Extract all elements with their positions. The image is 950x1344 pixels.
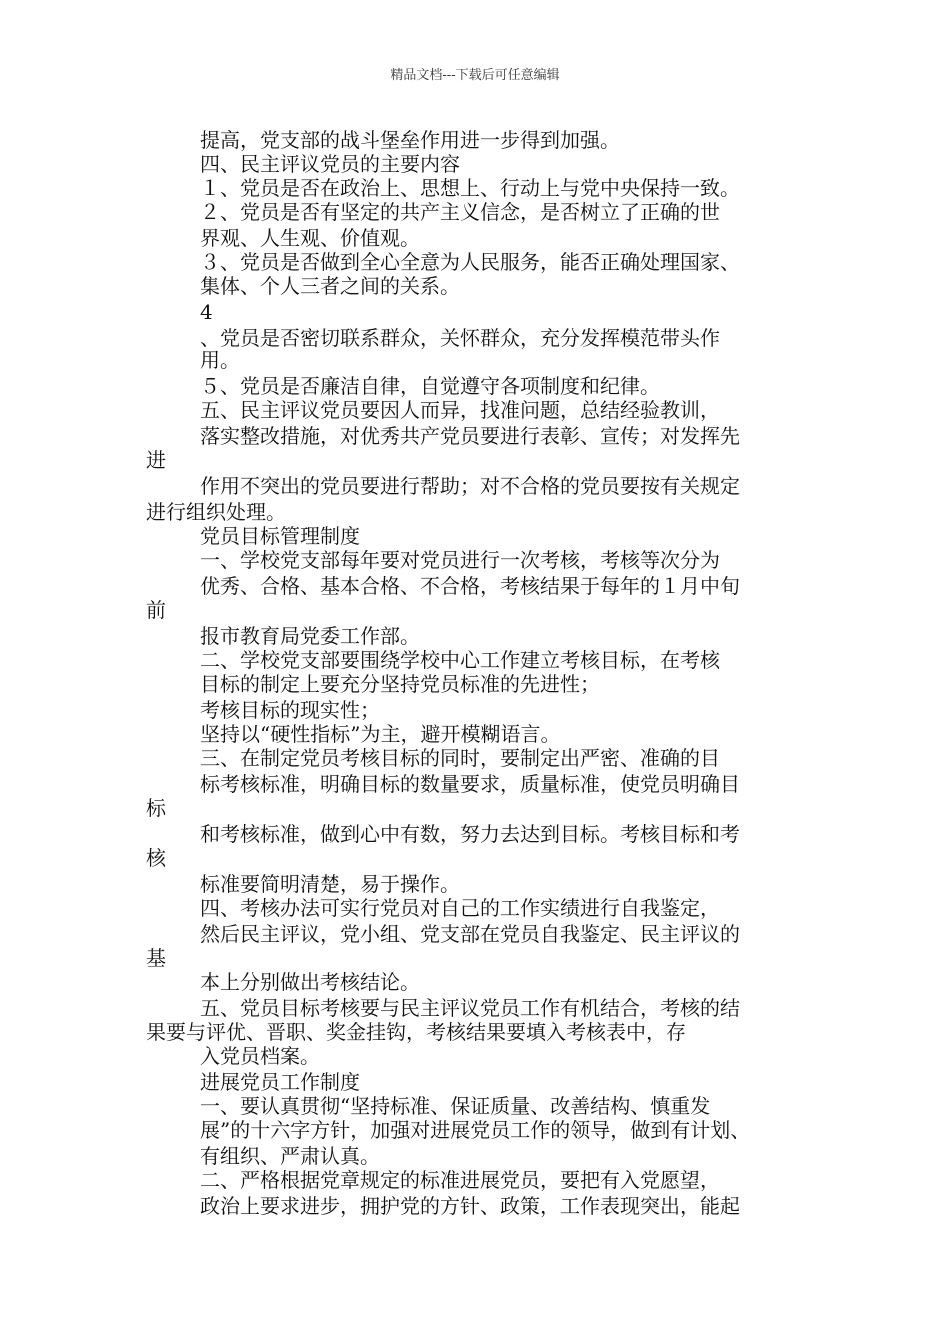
text-line: 一、学校党支部每年要对党员进行一次考核，考核等次分为 — [200, 548, 720, 572]
text-line: 用。 — [200, 348, 240, 372]
text-line: 落实整改措施，对优秀共产党员要进行表彰、宣传；对发挥先 — [200, 424, 740, 448]
text-line: 核 — [146, 846, 166, 870]
text-line: 前 — [146, 598, 166, 622]
text-line: 进行组织处理。 — [146, 500, 286, 524]
text-line: 展”的十六字方针，加强对进展党员工作的领导，做到有计划、 — [200, 1118, 751, 1142]
text-line: 基 — [146, 946, 166, 970]
text-line: 界观、人生观、价值观。 — [200, 226, 420, 250]
text-line: 优秀、合格、基本合格、不合格，考核结果于每年的１月中旬 — [200, 574, 740, 598]
text-line: 一、要认真贯彻“坚持标准、保证质量、改善结构、慎重发 — [200, 1094, 711, 1118]
text-line: 标 — [146, 796, 166, 820]
text-line: 四、考核办法可实行党员对自己的工作实绩进行自我鉴定， — [200, 896, 720, 920]
text-line: 标考核标准，明确目标的数量要求，质量标准，使党员明确目 — [200, 772, 740, 796]
text-line: 集体、个人三者之间的关系。 — [200, 274, 460, 298]
text-line: 作用不突出的党员要进行帮助；对不合格的党员要按有关规定 — [200, 474, 740, 498]
text-line: 入党员档案。 — [200, 1044, 320, 1068]
text-line: 提高，党支部的战斗堡垒作用进一步得到加强。 — [200, 128, 620, 152]
text-line: 进 — [146, 448, 166, 472]
text-line: 果要与评优、晋职、奖金挂钩，考核结果要填入考核表中，存 — [146, 1020, 686, 1044]
text-line: 4 — [200, 300, 213, 324]
text-line: 五、民主评议党员要因人而异，找准问题，总结经验教训， — [200, 398, 720, 422]
text-line: 坚持以“硬性指标”为主，避开模糊语言。 — [200, 722, 561, 746]
page-header: 精品文档---下载后可任意编辑 — [390, 68, 560, 83]
text-line: 党员目标管理制度 — [200, 524, 360, 548]
text-line: 本上分别做出考核结论。 — [200, 970, 420, 994]
text-line: １、党员是否在政治上、思想上、行动上与党中央保持一致。 — [200, 176, 740, 200]
text-line: ２、党员是否有坚定的共产主义信念，是否树立了正确的世 — [200, 200, 720, 224]
text-line: 进展党员工作制度 — [200, 1070, 360, 1094]
text-line: 标准要简明清楚，易于操作。 — [200, 872, 460, 896]
text-line: 三、在制定党员考核目标的同时，要制定出严密、准确的目 — [200, 746, 720, 770]
text-line: 二、严格根据党章规定的标准进展党员，要把有入党愿望， — [200, 1168, 720, 1192]
text-line: 四、民主评议党员的主要内容 — [200, 152, 460, 176]
text-line: 政治上要求进步，拥护党的方针、政策，工作表现突出，能起 — [200, 1194, 740, 1218]
text-line: 有组织、严肃认真。 — [200, 1144, 380, 1168]
text-line: 考核目标的现实性； — [200, 698, 380, 722]
text-line: 五、党员目标考核要与民主评议党员工作有机结合，考核的结 — [200, 996, 740, 1020]
text-line: 二、学校党支部要围绕学校中心工作建立考核目标，在考核 — [200, 648, 720, 672]
text-line: 报市教育局党委工作部。 — [200, 624, 420, 648]
text-line: 目标的制定上要充分坚持党员标准的先进性； — [200, 672, 600, 696]
text-line: 然后民主评议，党小组、党支部在党员自我鉴定、民主评议的 — [200, 922, 740, 946]
text-line: ３、党员是否做到全心全意为人民服务，能否正确处理国家、 — [200, 250, 740, 274]
text-line: 和考核标准，做到心中有数，努力去达到目标。考核目标和考 — [200, 822, 740, 846]
text-line: 、党员是否密切联系群众，关怀群众，充分发挥模范带头作 — [200, 326, 720, 350]
text-line: ５、党员是否廉洁自律，自觉遵守各项制度和纪律。 — [200, 374, 660, 398]
